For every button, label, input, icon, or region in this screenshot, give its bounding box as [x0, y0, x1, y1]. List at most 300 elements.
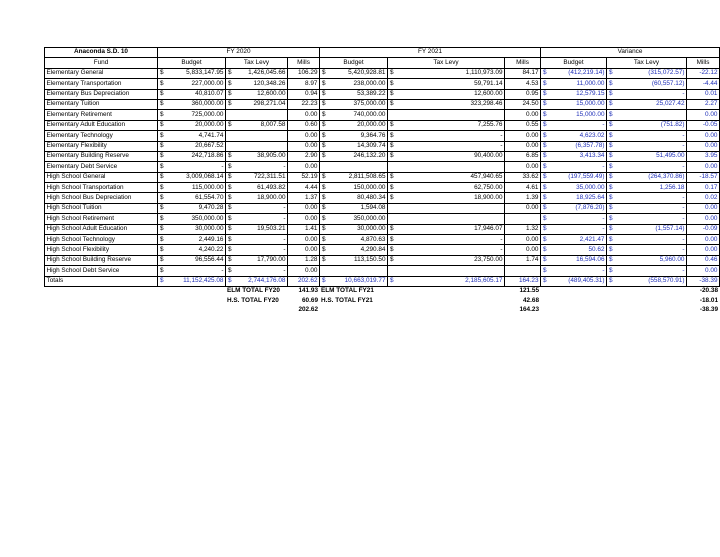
taxlevy-fy21-currency	[388, 110, 397, 120]
budget-fy20-currency: $	[158, 203, 167, 213]
mills-fy20: 52.19	[288, 172, 320, 182]
taxlevy-fy20-currency: $	[226, 162, 235, 172]
table-row	[45, 235, 720, 245]
budget-fy20: 4,741.74	[167, 131, 226, 141]
mills-fy20: 2.90	[288, 151, 320, 161]
table-row	[45, 183, 720, 193]
budget-variance-currency: $	[541, 245, 550, 255]
mills-fy21: 164.23	[505, 276, 541, 286]
taxlevy-fy20-currency: $	[226, 120, 235, 130]
budget-fy21: 246,132.20	[329, 151, 388, 161]
budget-fy21: 10,663,019.77	[329, 276, 388, 286]
budget-fy21-currency: $	[320, 245, 329, 255]
budget-fy21-currency: $	[320, 110, 329, 120]
mills-fy20: 1.28	[288, 255, 320, 265]
taxlevy-fy21: 323,298.46	[397, 99, 505, 109]
budget-variance: (412,219.14)	[550, 68, 607, 78]
fund-name: Elementary Bus Depreciation	[45, 89, 158, 99]
table-row	[45, 131, 720, 141]
mills-variance: 3.95	[687, 151, 720, 161]
summary-spacer	[541, 296, 687, 305]
taxlevy-variance-currency: $	[607, 141, 616, 151]
budget-variance-currency: $	[541, 68, 550, 78]
taxlevy-variance-currency: $	[607, 151, 616, 161]
table-row	[45, 79, 720, 89]
taxlevy-fy20: 18,900.00	[235, 193, 288, 203]
fund-name: High School Flexibility	[45, 245, 158, 255]
budget-variance-currency: $	[541, 110, 550, 120]
taxlevy-variance-currency: $	[607, 172, 616, 182]
mills-fy21: 0.95	[505, 89, 541, 99]
budget-variance-currency: $	[541, 151, 550, 161]
table-row	[45, 99, 720, 109]
column-header-taxlevy-fy21: Tax Levy	[388, 58, 505, 68]
mills-variance: 0.00	[687, 110, 720, 120]
taxlevy-fy21-currency: $	[388, 141, 397, 151]
budget-fy20-currency: $	[158, 131, 167, 141]
budget-fy20: 96,556.44	[167, 255, 226, 265]
taxlevy-variance-currency: $	[607, 235, 616, 245]
taxlevy-fy20-currency: $	[226, 193, 235, 203]
taxlevy-fy20: -	[235, 214, 288, 224]
mills-fy20: 0.00	[288, 141, 320, 151]
mills-fy20: 0.00	[288, 162, 320, 172]
taxlevy-variance: -	[616, 235, 687, 245]
taxlevy-fy20-currency: $	[226, 214, 235, 224]
budget-fy20-currency: $	[158, 183, 167, 193]
taxlevy-fy21-currency: $	[388, 235, 397, 245]
mills-fy21: 0.00	[505, 131, 541, 141]
budget-fy20: -	[167, 162, 226, 172]
taxlevy-fy21-currency: $	[388, 255, 397, 265]
mills-variance: 0.46	[687, 255, 720, 265]
taxlevy-fy21-currency	[388, 203, 397, 213]
taxlevy-fy21: 2,185,605.17	[397, 276, 505, 286]
fund-name: High School Adult Education	[45, 224, 158, 234]
column-header-taxlevy-variance: Tax Levy	[607, 58, 687, 68]
mills-fy21: 1.32	[505, 224, 541, 234]
mills-variance: -18.57	[687, 172, 720, 182]
taxlevy-fy21-currency: $	[388, 120, 397, 130]
taxlevy-fy20-currency: $	[226, 224, 235, 234]
column-header-budget-fy20: Budget	[158, 58, 226, 68]
fund-name: Elementary Building Reserve	[45, 151, 158, 161]
taxlevy-fy21-currency: $	[388, 276, 397, 286]
group-header-variance: Variance	[541, 48, 720, 58]
table-row	[45, 141, 720, 151]
budget-fy21: 740,000.00	[329, 110, 388, 120]
budget-variance-currency: $	[541, 99, 550, 109]
taxlevy-variance	[616, 110, 687, 120]
budget-fy20-currency: $	[158, 255, 167, 265]
budget-fy21: 238,000.00	[329, 79, 388, 89]
mills-fy20: 0.94	[288, 89, 320, 99]
table-body	[45, 48, 720, 316]
taxlevy-fy21	[397, 162, 505, 172]
summary-mills-variance: -18.01	[699, 296, 718, 304]
taxlevy-variance-currency: $	[607, 89, 616, 99]
budget-fy20-currency: $	[158, 79, 167, 89]
mills-variance: -22.12	[687, 68, 720, 78]
taxlevy-variance: -	[616, 131, 687, 141]
taxlevy-fy20-currency: $	[226, 151, 235, 161]
mills-fy20: 1.41	[288, 224, 320, 234]
summary-spacer	[45, 296, 226, 305]
taxlevy-variance-currency: $	[607, 120, 616, 130]
levy-comparison-table	[44, 47, 720, 315]
budget-fy20: 227,000.00	[167, 79, 226, 89]
mills-variance: -4.44	[687, 79, 720, 89]
mills-variance: 0.00	[687, 141, 720, 151]
taxlevy-fy21-currency	[388, 214, 397, 224]
mills-fy21: 33.62	[505, 172, 541, 182]
taxlevy-fy21-currency: $	[388, 89, 397, 99]
table-row	[45, 68, 720, 78]
taxlevy-variance-currency: $	[607, 131, 616, 141]
taxlevy-variance-currency: $	[607, 203, 616, 213]
taxlevy-variance: -	[616, 245, 687, 255]
budget-variance: -	[550, 162, 607, 172]
table-row	[45, 89, 720, 99]
taxlevy-fy21-currency: $	[388, 245, 397, 255]
budget-fy21: 375,000.00	[329, 99, 388, 109]
taxlevy-fy21: 1,110,973.09	[397, 68, 505, 78]
taxlevy-fy20: 120,348.26	[235, 79, 288, 89]
budget-variance: 4,623.02	[550, 131, 607, 141]
column-header-mills-variance: Mills	[687, 58, 720, 68]
taxlevy-fy21	[397, 214, 505, 224]
budget-fy21: 53,389.22	[329, 89, 388, 99]
budget-variance: 15,000.00	[550, 110, 607, 120]
taxlevy-fy20: 722,311.51	[235, 172, 288, 182]
taxlevy-fy21-currency: $	[388, 224, 397, 234]
budget-fy20: 3,009,068.14	[167, 172, 226, 182]
budget-fy21-currency: $	[320, 120, 329, 130]
budget-variance-currency: $	[541, 162, 550, 172]
fund-name: Elementary Tuition	[45, 99, 158, 109]
mills-variance: 0.00	[687, 162, 720, 172]
taxlevy-variance-currency: $	[607, 224, 616, 234]
taxlevy-fy20: 298,271.04	[235, 99, 288, 109]
budget-fy20: 242,718.86	[167, 151, 226, 161]
fund-name: High School General	[45, 172, 158, 182]
budget-fy20-currency: $	[158, 245, 167, 255]
budget-variance-currency: $	[541, 193, 550, 203]
budget-variance-currency: $	[541, 266, 550, 276]
table-row	[45, 203, 720, 213]
budget-variance: (489,405.31)	[550, 276, 607, 286]
budget-fy21-currency	[320, 266, 329, 276]
taxlevy-variance-currency: $	[607, 255, 616, 265]
fund-name: Elementary Flexibility	[45, 141, 158, 151]
budget-fy20-currency: $	[158, 172, 167, 182]
taxlevy-variance-currency: $	[607, 99, 616, 109]
budget-fy21-currency: $	[320, 193, 329, 203]
mills-fy20: 1.37	[288, 193, 320, 203]
mills-fy20: 0.00	[288, 203, 320, 213]
mills-variance: 0.17	[687, 183, 720, 193]
budget-fy21: 80,480.34	[329, 193, 388, 203]
taxlevy-fy20-currency: $	[226, 172, 235, 182]
budget-variance: 12,579.15	[550, 89, 607, 99]
taxlevy-fy20: 38,905.00	[235, 151, 288, 161]
mills-fy21: 4.53	[505, 79, 541, 89]
totals-label: Totals	[45, 276, 158, 286]
taxlevy-variance: (60,557.12)	[616, 79, 687, 89]
budget-fy20-currency: $	[158, 214, 167, 224]
table-row	[45, 255, 720, 265]
table-row	[45, 110, 720, 120]
mills-fy20: 0.00	[288, 235, 320, 245]
budget-variance-currency: $	[541, 255, 550, 265]
taxlevy-fy20-currency: $	[226, 99, 235, 109]
mills-variance: 0.00	[687, 266, 720, 276]
group-header-fy2020: FY 2020	[158, 48, 320, 58]
taxlevy-variance: (264,370.86)	[616, 172, 687, 182]
budget-fy20: 4,240.22	[167, 245, 226, 255]
summary-row	[45, 286, 720, 296]
budget-variance: 35,000.00	[550, 183, 607, 193]
budget-fy20-currency: $	[158, 276, 167, 286]
budget-variance-currency: $	[541, 89, 550, 99]
taxlevy-variance: -	[616, 214, 687, 224]
budget-fy21-currency: $	[320, 255, 329, 265]
mills-fy20: 0.00	[288, 245, 320, 255]
mills-fy20: 0.00	[288, 131, 320, 141]
mills-fy20: 106.29	[288, 68, 320, 78]
mills-variance: -38.39	[687, 276, 720, 286]
budget-fy21-currency: $	[320, 141, 329, 151]
budget-fy20: 5,833,147.95	[167, 68, 226, 78]
mills-variance: 0.00	[687, 235, 720, 245]
mills-fy20: 0.00	[288, 110, 320, 120]
taxlevy-fy21: 457,940.65	[397, 172, 505, 182]
budget-fy20-currency: $	[158, 235, 167, 245]
budget-fy20: 30,000.00	[167, 224, 226, 234]
budget-fy21-currency: $	[320, 214, 329, 224]
taxlevy-fy20: 2,744,176.08	[235, 276, 288, 286]
budget-fy20: 350,000.00	[167, 214, 226, 224]
summary-mills-fy20: 60.69	[302, 296, 318, 304]
taxlevy-variance: -	[616, 266, 687, 276]
taxlevy-fy20	[235, 131, 288, 141]
budget-fy21: 20,000.00	[329, 120, 388, 130]
budget-variance: -	[550, 120, 607, 130]
budget-fy21-currency: $	[320, 203, 329, 213]
entity-title: Anaconda S.D. 10	[45, 48, 158, 58]
budget-fy21-currency: $	[320, 172, 329, 182]
taxlevy-variance-currency: $	[607, 162, 616, 172]
summary-spacer	[45, 306, 226, 315]
budget-variance-currency: $	[541, 224, 550, 234]
column-header-budget-variance: Budget	[541, 58, 607, 68]
budget-fy20: 115,000.00	[167, 183, 226, 193]
taxlevy-fy20-currency	[226, 110, 235, 120]
fund-name: High School Building Reserve	[45, 255, 158, 265]
summary-mills-fy21: 42.68	[523, 296, 539, 304]
mills-variance: 0.00	[687, 203, 720, 213]
budget-fy21-currency: $	[320, 89, 329, 99]
fund-name: Elementary Debt Service	[45, 162, 158, 172]
taxlevy-fy20	[235, 110, 288, 120]
column-header-mills-fy21: Mills	[505, 58, 541, 68]
budget-fy20-currency: $	[158, 99, 167, 109]
fund-name: Elementary Adult Education	[45, 120, 158, 130]
budget-fy21-currency: $	[320, 183, 329, 193]
mills-variance: 0.00	[687, 214, 720, 224]
fund-name: High School Retirement	[45, 214, 158, 224]
budget-fy21: 113,150.50	[329, 255, 388, 265]
summary-label-fy20: H.S. TOTAL FY20	[227, 296, 279, 304]
budget-variance: (197,559.49)	[550, 172, 607, 182]
column-header-budget-fy21: Budget	[320, 58, 388, 68]
budget-fy20: 61,554.70	[167, 193, 226, 203]
budget-variance: 11,000.00	[550, 79, 607, 89]
table-row	[45, 193, 720, 203]
mills-fy21: 1.39	[505, 193, 541, 203]
taxlevy-fy21-currency: $	[388, 193, 397, 203]
summary-label-fy21	[320, 306, 505, 315]
budget-variance: 2,421.47	[550, 235, 607, 245]
taxlevy-fy21: -	[397, 131, 505, 141]
taxlevy-fy20-currency: $	[226, 245, 235, 255]
budget-fy21: 5,420,928.81	[329, 68, 388, 78]
mills-variance: -0.09	[687, 224, 720, 234]
taxlevy-fy21-currency	[388, 162, 397, 172]
budget-fy20-currency: $	[158, 120, 167, 130]
budget-fy20-currency: $	[158, 193, 167, 203]
mills-fy20: 4.44	[288, 183, 320, 193]
summary-label-fy21: ELM TOTAL FY21	[321, 287, 374, 295]
taxlevy-variance: (1,557.14)	[616, 224, 687, 234]
fund-name: High School Technology	[45, 235, 158, 245]
taxlevy-fy21-currency: $	[388, 172, 397, 182]
mills-variance: 0.00	[687, 245, 720, 255]
budget-variance-currency: $	[541, 172, 550, 182]
mills-fy21: 0.00	[505, 141, 541, 151]
taxlevy-variance: -	[616, 162, 687, 172]
summary-mills-fy21: 164.23	[519, 306, 539, 314]
budget-fy21-currency: $	[320, 131, 329, 141]
fund-name: High School Debt Service	[45, 266, 158, 276]
budget-variance-currency: $	[541, 276, 550, 286]
mills-variance: 0.02	[687, 193, 720, 203]
taxlevy-fy21: 23,750.00	[397, 255, 505, 265]
summary-label-fy21: H.S. TOTAL FY21	[321, 296, 373, 304]
taxlevy-variance-currency: $	[607, 79, 616, 89]
summary-mills-fy21: 121.55	[519, 287, 539, 295]
budget-fy20-currency: $	[158, 89, 167, 99]
budget-variance: 50.62	[550, 245, 607, 255]
taxlevy-fy20: 12,600.00	[235, 89, 288, 99]
taxlevy-fy20: 17,790.00	[235, 255, 288, 265]
summary-row	[45, 306, 720, 315]
taxlevy-fy21: -	[397, 141, 505, 151]
summary-mills-variance: -38.39	[699, 306, 718, 314]
mills-fy20: 0.60	[288, 120, 320, 130]
taxlevy-variance-currency: $	[607, 266, 616, 276]
budget-fy20-currency: $	[158, 68, 167, 78]
budget-variance-currency: $	[541, 183, 550, 193]
summary-label-fy20: ELM TOTAL FY20	[227, 287, 280, 295]
mills-fy21	[505, 214, 541, 224]
budget-fy21-currency: $	[320, 79, 329, 89]
budget-variance-currency: $	[541, 120, 550, 130]
budget-variance: -	[550, 266, 607, 276]
table-row	[45, 172, 720, 182]
taxlevy-fy21: 62,750.00	[397, 183, 505, 193]
budget-variance: -	[550, 224, 607, 234]
taxlevy-fy20-currency: $	[226, 276, 235, 286]
taxlevy-fy21: -	[397, 235, 505, 245]
fund-name: Elementary Transportation	[45, 79, 158, 89]
budget-fy20-currency: $	[158, 224, 167, 234]
fund-name: High School Transportation	[45, 183, 158, 193]
taxlevy-fy21: 17,946.07	[397, 224, 505, 234]
mills-fy21: 6.85	[505, 151, 541, 161]
mills-fy21: 0.00	[505, 203, 541, 213]
budget-fy21	[329, 162, 388, 172]
column-header-taxlevy-fy20: Tax Levy	[226, 58, 288, 68]
budget-fy20: 9,470.28	[167, 203, 226, 213]
summary-mills-fy20: 202.62	[298, 306, 318, 314]
budget-variance: (7,876.20)	[550, 203, 607, 213]
summary-spacer	[45, 286, 226, 296]
budget-variance-currency: $	[541, 214, 550, 224]
totals-row	[45, 276, 720, 286]
taxlevy-fy21: 7,255.76	[397, 120, 505, 130]
budget-variance-currency: $	[541, 141, 550, 151]
budget-fy20: -	[167, 266, 226, 276]
budget-fy20-currency: $	[158, 110, 167, 120]
taxlevy-fy20-currency: $	[226, 79, 235, 89]
taxlevy-variance: -	[616, 203, 687, 213]
taxlevy-fy20: -	[235, 266, 288, 276]
fund-name: Elementary General	[45, 68, 158, 78]
mills-variance: 2.27	[687, 99, 720, 109]
mills-fy21: 4.61	[505, 183, 541, 193]
mills-fy21: 0.55	[505, 120, 541, 130]
taxlevy-variance: 5,960.00	[616, 255, 687, 265]
budget-fy20: 2,449.16	[167, 235, 226, 245]
summary-mills-fy20: 141.93	[298, 287, 318, 295]
mills-fy21: 0.00	[505, 110, 541, 120]
taxlevy-fy20-currency: $	[226, 255, 235, 265]
mills-fy21: 0.00	[505, 162, 541, 172]
budget-fy21-currency: $	[320, 68, 329, 78]
taxlevy-fy21: -	[397, 245, 505, 255]
taxlevy-fy20: 1,426,045.66	[235, 68, 288, 78]
budget-fy21-currency: $	[320, 235, 329, 245]
budget-fy21-currency	[320, 162, 329, 172]
summary-mills-variance: -20.38	[699, 287, 718, 295]
budget-fy20-currency: $	[158, 151, 167, 161]
budget-fy20-currency: $	[158, 162, 167, 172]
table-row	[45, 120, 720, 130]
taxlevy-variance: (558,570.91)	[616, 276, 687, 286]
fund-column-header: Fund	[45, 58, 158, 68]
taxlevy-variance: (751.82)	[616, 120, 687, 130]
taxlevy-fy21-currency: $	[388, 99, 397, 109]
summary-spacer	[541, 286, 687, 296]
budget-variance-currency: $	[541, 79, 550, 89]
mills-fy21: 0.00	[505, 235, 541, 245]
budget-fy21: 350,000.00	[329, 214, 388, 224]
budget-variance: 18,925.64	[550, 193, 607, 203]
budget-fy21-currency: $	[320, 224, 329, 234]
budget-variance: -	[550, 214, 607, 224]
taxlevy-variance-currency: $	[607, 245, 616, 255]
